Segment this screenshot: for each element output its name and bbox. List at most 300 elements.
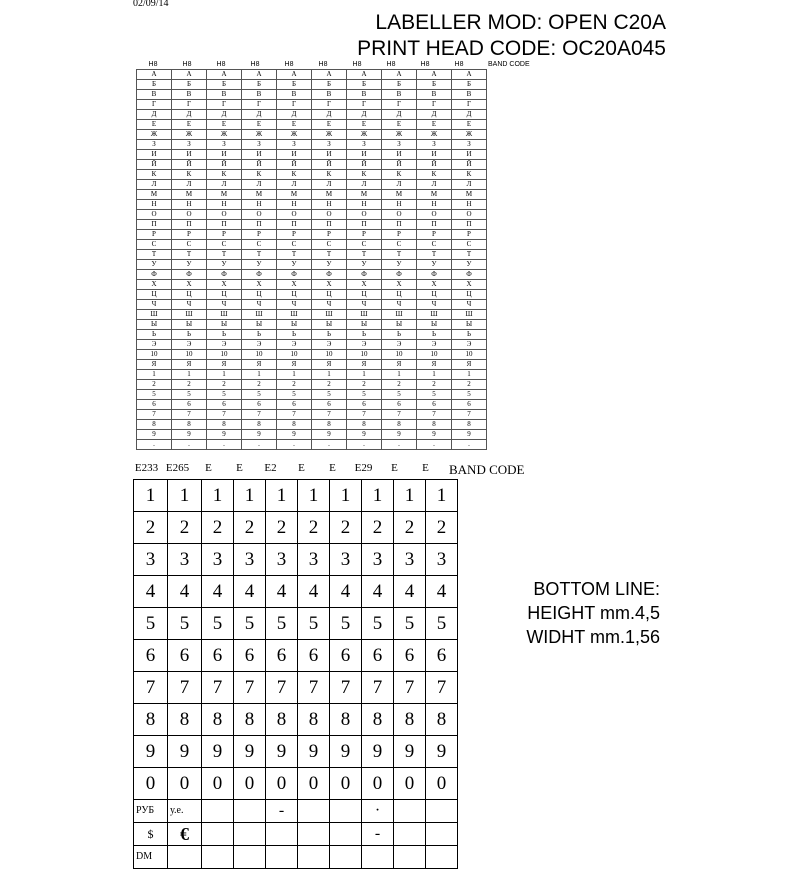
- top-table-cell: Р: [347, 230, 382, 240]
- top-table-cell: Ц: [137, 290, 172, 300]
- top-table-cell: Ы: [347, 320, 382, 330]
- top-table-cell: .: [382, 440, 417, 450]
- top-table-cell: Ч: [242, 300, 277, 310]
- top-table-cell: Д: [382, 110, 417, 120]
- top-table-cell: П: [382, 220, 417, 230]
- bottom-number-cell: 3: [234, 544, 266, 576]
- bottom-number-cell: 4: [362, 576, 394, 608]
- top-table-cell: Л: [242, 180, 277, 190]
- bottom-currency-cell: [298, 800, 330, 823]
- top-table-cell: Р: [382, 230, 417, 240]
- top-table-cell: Ы: [207, 320, 242, 330]
- top-table-cell: 9: [382, 430, 417, 440]
- top-table-row: [137, 250, 487, 260]
- top-table-cell: Я: [347, 360, 382, 370]
- top-table-cell: 9: [347, 430, 382, 440]
- top-table-cell: 7: [207, 410, 242, 420]
- bottom-number-cell: 1: [266, 480, 298, 512]
- top-table-cell: У: [382, 260, 417, 270]
- bottom-number-cell: 7: [202, 672, 234, 704]
- bottom-number-cell: 6: [298, 640, 330, 672]
- top-table-row: [137, 160, 487, 170]
- top-table-cell: Я: [277, 360, 312, 370]
- bottom-line-height: HEIGHT mm.4,5: [527, 603, 660, 623]
- top-table-cell: 9: [207, 430, 242, 440]
- bottom-number-cell: 1: [234, 480, 266, 512]
- top-table-cell: 7: [382, 410, 417, 420]
- top-table-row: [137, 340, 487, 350]
- top-table-cell: 7: [242, 410, 277, 420]
- top-table-cell: 7: [277, 410, 312, 420]
- bottom-number-cell: 3: [362, 544, 394, 576]
- top-table-cell: Е: [382, 120, 417, 130]
- bottom-number-cell: 9: [266, 736, 298, 768]
- top-table-cell: 1: [417, 370, 452, 380]
- bottom-column-header: E: [236, 462, 243, 474]
- top-table-cell: Е: [452, 120, 487, 130]
- bottom-number-cell: 9: [330, 736, 362, 768]
- bottom-number-cell: 5: [202, 608, 234, 640]
- bottom-number-cell: 7: [266, 672, 298, 704]
- top-table-cell: Х: [452, 280, 487, 290]
- top-table-cell: 8: [382, 420, 417, 430]
- bottom-number-row: [134, 480, 458, 512]
- bottom-number-cell: 5: [394, 608, 426, 640]
- top-table-cell: Й: [452, 160, 487, 170]
- top-table-cell: П: [242, 220, 277, 230]
- top-table-cell: Ш: [312, 310, 347, 320]
- top-table-row: [137, 150, 487, 160]
- top-table-cell: В: [312, 90, 347, 100]
- top-table-cell: Э: [347, 340, 382, 350]
- top-table-cell: 10: [242, 350, 277, 360]
- top-table-cell: Ш: [417, 310, 452, 320]
- top-table-cell: Ч: [207, 300, 242, 310]
- top-table-cell: А: [417, 70, 452, 80]
- top-table-cell: Л: [137, 180, 172, 190]
- top-table-cell: Г: [312, 100, 347, 110]
- top-table-cell: Т: [452, 250, 487, 260]
- top-table-cell: Ы: [417, 320, 452, 330]
- bottom-number-cell: 2: [202, 512, 234, 544]
- bottom-number-cell: 2: [234, 512, 266, 544]
- top-table-cell: 5: [312, 390, 347, 400]
- top-table-cell: Ж: [207, 130, 242, 140]
- bottom-column-header: E2: [264, 462, 277, 474]
- top-table-cell: .: [347, 440, 382, 450]
- top-column-header: H8: [148, 61, 158, 68]
- top-table-cell: И: [242, 150, 277, 160]
- bottom-column-header: E: [205, 462, 212, 474]
- top-table-cell: 8: [277, 420, 312, 430]
- bottom-currency-cell: -: [266, 800, 298, 823]
- top-table-cell: К: [137, 170, 172, 180]
- bottom-number-cell: 9: [202, 736, 234, 768]
- top-table-cell: З: [417, 140, 452, 150]
- top-table-row: [137, 330, 487, 340]
- top-table-cell: В: [242, 90, 277, 100]
- top-table-cell: У: [312, 260, 347, 270]
- top-table-cell: 10: [382, 350, 417, 360]
- top-table-cell: Д: [242, 110, 277, 120]
- bottom-currency-cell: [394, 823, 426, 846]
- top-table-cell: 8: [137, 420, 172, 430]
- top-table-cell: Н: [207, 200, 242, 210]
- top-table-cell: Л: [452, 180, 487, 190]
- bottom-currency-cell: РУБ: [134, 800, 168, 823]
- top-table-cell: Е: [172, 120, 207, 130]
- top-table-cell: К: [382, 170, 417, 180]
- top-table-row: [137, 180, 487, 190]
- bottom-number-cell: 4: [298, 576, 330, 608]
- top-table-row: [137, 440, 487, 450]
- bottom-number-cell: 1: [298, 480, 330, 512]
- top-table-cell: 5: [382, 390, 417, 400]
- top-table-cell: Ь: [312, 330, 347, 340]
- bottom-number-cell: 9: [394, 736, 426, 768]
- top-table-cell: Ф: [347, 270, 382, 280]
- bottom-column-header: E: [422, 462, 429, 474]
- top-table-cell: Н: [382, 200, 417, 210]
- top-table-cell: П: [172, 220, 207, 230]
- top-table-cell: .: [417, 440, 452, 450]
- top-table-cell: К: [242, 170, 277, 180]
- top-table-row: [137, 430, 487, 440]
- top-table-cell: Э: [172, 340, 207, 350]
- top-table-cell: Я: [382, 360, 417, 370]
- bottom-number-row: [134, 704, 458, 736]
- top-table-cell: Я: [242, 360, 277, 370]
- top-table-cell: А: [242, 70, 277, 80]
- bottom-number-cell: 3: [202, 544, 234, 576]
- top-table-cell: Ф: [452, 270, 487, 280]
- bottom-number-cell: 3: [426, 544, 458, 576]
- bottom-number-cell: 1: [168, 480, 202, 512]
- top-table-cell: З: [207, 140, 242, 150]
- bottom-number-cell: 0: [298, 768, 330, 800]
- bottom-number-cell: 2: [394, 512, 426, 544]
- top-table-cell: Б: [242, 80, 277, 90]
- top-table-cell: Ц: [277, 290, 312, 300]
- top-band-code-label: BAND CODE: [488, 61, 530, 68]
- bottom-number-cell: 2: [426, 512, 458, 544]
- top-table-cell: Е: [347, 120, 382, 130]
- top-table-cell: А: [277, 70, 312, 80]
- top-table-cell: О: [417, 210, 452, 220]
- bottom-number-cell: 9: [234, 736, 266, 768]
- bottom-number-cell: 6: [330, 640, 362, 672]
- top-table-cell: З: [277, 140, 312, 150]
- bottom-number-row: [134, 576, 458, 608]
- top-table-cell: Г: [137, 100, 172, 110]
- top-table-cell: Ж: [242, 130, 277, 140]
- top-table-cell: И: [452, 150, 487, 160]
- top-table-cell: К: [312, 170, 347, 180]
- bottom-currency-cell: [202, 846, 234, 869]
- top-table-cell: В: [277, 90, 312, 100]
- bottom-number-cell: 7: [298, 672, 330, 704]
- top-table-cell: 6: [137, 400, 172, 410]
- top-table-cell: Ш: [277, 310, 312, 320]
- bottom-number-cell: 4: [426, 576, 458, 608]
- top-table-cell: В: [452, 90, 487, 100]
- bottom-column-header: E233: [134, 462, 159, 474]
- top-table-cell: Д: [417, 110, 452, 120]
- top-table-cell: 6: [172, 400, 207, 410]
- top-table-cell: Й: [312, 160, 347, 170]
- top-table-cell: К: [417, 170, 452, 180]
- top-table-row: [137, 240, 487, 250]
- bottom-number-row: [134, 544, 458, 576]
- top-table-cell: Ф: [417, 270, 452, 280]
- top-table-cell: Х: [382, 280, 417, 290]
- top-table-cell: Р: [312, 230, 347, 240]
- bottom-number-cell: 5: [426, 608, 458, 640]
- top-table-cell: Ы: [312, 320, 347, 330]
- bottom-currency-cell: €: [168, 823, 202, 846]
- top-table-cell: 5: [172, 390, 207, 400]
- top-table-cell: 8: [417, 420, 452, 430]
- top-table-cell: 10: [207, 350, 242, 360]
- top-table-cell: Л: [347, 180, 382, 190]
- top-table-cell: 1: [452, 370, 487, 380]
- top-table-cell: Ф: [312, 270, 347, 280]
- top-table-cell: В: [207, 90, 242, 100]
- top-table-cell: 2: [172, 380, 207, 390]
- bottom-number-cell: 4: [134, 576, 168, 608]
- print-head-code-title: PRINT HEAD CODE: OC20A045: [357, 37, 666, 60]
- top-table-cell: Я: [312, 360, 347, 370]
- top-table-cell: 9: [172, 430, 207, 440]
- top-table-cell: Н: [312, 200, 347, 210]
- bottom-line-label: BOTTOM LINE:: [533, 579, 660, 599]
- bottom-line-width: WIDHT mm.1,56: [526, 627, 660, 647]
- bottom-number-cell: 6: [394, 640, 426, 672]
- bottom-number-cell: 8: [330, 704, 362, 736]
- bottom-number-cell: 6: [266, 640, 298, 672]
- top-table-row: [137, 210, 487, 220]
- bottom-number-cell: 2: [330, 512, 362, 544]
- top-table-cell: 10: [277, 350, 312, 360]
- bottom-number-cell: 0: [394, 768, 426, 800]
- top-table-cell: Н: [277, 200, 312, 210]
- bottom-number-cell: 8: [234, 704, 266, 736]
- bottom-currency-cell: DM: [134, 846, 168, 869]
- top-table-cell: Т: [417, 250, 452, 260]
- top-table-cell: Ч: [277, 300, 312, 310]
- top-table-row: [137, 80, 487, 90]
- top-table-cell: Б: [382, 80, 417, 90]
- top-table-cell: Т: [172, 250, 207, 260]
- top-table-cell: Ц: [417, 290, 452, 300]
- top-table-cell: Ц: [207, 290, 242, 300]
- top-table-cell: Е: [207, 120, 242, 130]
- top-table-cell: 6: [242, 400, 277, 410]
- top-table-cell: В: [137, 90, 172, 100]
- top-table-row: [137, 420, 487, 430]
- top-table-cell: Э: [137, 340, 172, 350]
- top-table-cell: Ь: [417, 330, 452, 340]
- top-table-cell: Ь: [242, 330, 277, 340]
- top-table-row: [137, 200, 487, 210]
- bottom-number-cell: 8: [202, 704, 234, 736]
- top-table-cell: 1: [382, 370, 417, 380]
- top-table-cell: С: [452, 240, 487, 250]
- top-table-cell: Я: [452, 360, 487, 370]
- top-table-row: [137, 220, 487, 230]
- top-table-cell: Ж: [417, 130, 452, 140]
- top-table-cell: Ф: [207, 270, 242, 280]
- top-table-cell: Ц: [452, 290, 487, 300]
- top-table-cell: 5: [207, 390, 242, 400]
- top-table-cell: С: [207, 240, 242, 250]
- top-table-cell: 2: [207, 380, 242, 390]
- top-table-cell: 2: [137, 380, 172, 390]
- top-table-cell: А: [172, 70, 207, 80]
- top-table-row: [137, 140, 487, 150]
- top-table-cell: Д: [137, 110, 172, 120]
- top-table-cell: М: [242, 190, 277, 200]
- top-table-cell: У: [417, 260, 452, 270]
- top-table-cell: 6: [277, 400, 312, 410]
- top-table-cell: И: [382, 150, 417, 160]
- top-table-cell: Ш: [172, 310, 207, 320]
- top-table-cell: С: [277, 240, 312, 250]
- top-table-cell: Ь: [277, 330, 312, 340]
- bottom-number-cell: 5: [330, 608, 362, 640]
- top-table-row: [137, 230, 487, 240]
- top-table-cell: Н: [242, 200, 277, 210]
- top-table-cell: .: [452, 440, 487, 450]
- top-table-cell: 8: [242, 420, 277, 430]
- top-table-cell: 2: [347, 380, 382, 390]
- bottom-number-cell: 6: [202, 640, 234, 672]
- top-table-cell: Г: [277, 100, 312, 110]
- bottom-number-cell: 1: [202, 480, 234, 512]
- top-table-row: [137, 110, 487, 120]
- top-table-cell: Э: [242, 340, 277, 350]
- top-table-cell: О: [347, 210, 382, 220]
- top-table-cell: .: [137, 440, 172, 450]
- bottom-number-cell: 3: [330, 544, 362, 576]
- top-table-cell: 5: [417, 390, 452, 400]
- top-table-cell: 7: [137, 410, 172, 420]
- top-table-cell: С: [137, 240, 172, 250]
- top-table-cell: Д: [207, 110, 242, 120]
- bottom-currency-cell: $: [134, 823, 168, 846]
- bottom-number-cell: 5: [134, 608, 168, 640]
- top-table-cell: 8: [172, 420, 207, 430]
- top-column-header: H8: [284, 61, 294, 68]
- top-table-row: [137, 360, 487, 370]
- bottom-currency-cell: [234, 800, 266, 823]
- top-column-header: H8: [352, 61, 362, 68]
- top-table-cell: Э: [417, 340, 452, 350]
- top-table-cell: С: [382, 240, 417, 250]
- top-table-cell: У: [172, 260, 207, 270]
- bottom-currency-cell: [202, 800, 234, 823]
- bottom-column-header: E: [329, 462, 336, 474]
- top-table-cell: 10: [172, 350, 207, 360]
- top-table-cell: Ь: [137, 330, 172, 340]
- top-table-cell: 7: [172, 410, 207, 420]
- top-table-row: [137, 350, 487, 360]
- bottom-currency-cell: [426, 846, 458, 869]
- top-table-row: [137, 300, 487, 310]
- bottom-number-cell: 7: [168, 672, 202, 704]
- top-table-cell: 10: [312, 350, 347, 360]
- top-table-cell: Ч: [312, 300, 347, 310]
- top-table-cell: 6: [382, 400, 417, 410]
- bottom-number-cell: 2: [298, 512, 330, 544]
- bottom-number-cell: 9: [426, 736, 458, 768]
- top-table-cell: Х: [417, 280, 452, 290]
- top-table-cell: Т: [382, 250, 417, 260]
- top-table-cell: 6: [452, 400, 487, 410]
- top-table-cell: 9: [137, 430, 172, 440]
- top-table-cell: Л: [417, 180, 452, 190]
- top-table-cell: Ь: [172, 330, 207, 340]
- top-table-cell: Ч: [137, 300, 172, 310]
- bottom-number-cell: 2: [134, 512, 168, 544]
- date: 02/09/14: [133, 0, 169, 9]
- top-table-row: [137, 310, 487, 320]
- bottom-currency-cell: [362, 846, 394, 869]
- top-table-cell: Ш: [207, 310, 242, 320]
- top-table-cell: У: [277, 260, 312, 270]
- bottom-number-cell: 5: [266, 608, 298, 640]
- top-table-cell: Х: [242, 280, 277, 290]
- top-table-cell: С: [417, 240, 452, 250]
- top-table-cell: .: [242, 440, 277, 450]
- bottom-number-cell: 3: [298, 544, 330, 576]
- top-table-cell: 9: [242, 430, 277, 440]
- top-table-cell: З: [382, 140, 417, 150]
- top-table-cell: А: [452, 70, 487, 80]
- top-table-cell: Э: [452, 340, 487, 350]
- bottom-column-header: E29: [354, 462, 373, 474]
- top-table-cell: З: [137, 140, 172, 150]
- top-table-row: [137, 70, 487, 80]
- top-table-cell: 7: [452, 410, 487, 420]
- bottom-currency-row: [134, 846, 458, 869]
- top-table-cell: Т: [137, 250, 172, 260]
- top-table-cell: В: [417, 90, 452, 100]
- bottom-number-cell: 4: [234, 576, 266, 608]
- bottom-number-cell: 0: [426, 768, 458, 800]
- bottom-band-code-label: BAND CODE: [449, 462, 525, 477]
- top-table-cell: К: [172, 170, 207, 180]
- top-table-cell: Р: [242, 230, 277, 240]
- top-table-cell: 10: [137, 350, 172, 360]
- top-table-cell: 1: [277, 370, 312, 380]
- top-column-header: H8: [386, 61, 396, 68]
- top-table-row: [137, 100, 487, 110]
- bottom-number-cell: 0: [362, 768, 394, 800]
- top-table-cell: И: [277, 150, 312, 160]
- top-table-row: [137, 290, 487, 300]
- top-table-cell: Ч: [452, 300, 487, 310]
- top-table-cell: М: [347, 190, 382, 200]
- top-table-cell: Я: [172, 360, 207, 370]
- top-table-cell: И: [207, 150, 242, 160]
- bottom-currency-cell: [234, 823, 266, 846]
- top-table-row: [137, 380, 487, 390]
- top-table-cell: .: [172, 440, 207, 450]
- top-table-cell: О: [312, 210, 347, 220]
- top-table-cell: Ф: [172, 270, 207, 280]
- top-column-header: H8: [420, 61, 430, 68]
